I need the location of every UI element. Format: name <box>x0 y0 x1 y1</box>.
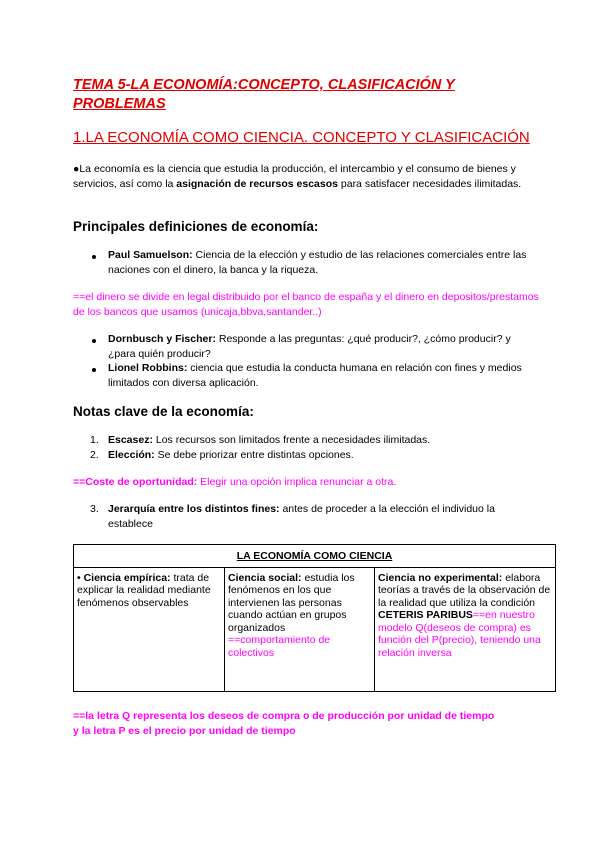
table-cell-empirica <box>74 567 225 691</box>
jerarquia-name: Jerarquía entre los distintos fines: <box>108 503 280 515</box>
coste-text: Elegir una opción implica renunciar a otra. <box>197 476 397 488</box>
bullet-dot <box>92 368 96 372</box>
coste-oportunidad-note <box>73 475 543 490</box>
social-name: Ciencia social: <box>228 571 302 584</box>
definition-samuelson <box>108 248 533 278</box>
table-row <box>74 567 556 691</box>
table-header: LA ECONOMÍA COMO CIENCIA <box>74 545 556 568</box>
economia-ciencia-table <box>73 544 556 692</box>
main-title <box>73 76 553 114</box>
definition-robbins <box>108 361 533 391</box>
empirica-name: • Ciencia empírica: <box>77 571 171 584</box>
notas-heading: Notas clave de la economía: <box>73 404 254 419</box>
eleccion-name: Elección: <box>108 449 155 461</box>
intro-bold: asignación de recursos escasos <box>176 178 338 190</box>
table-header-row <box>74 545 556 568</box>
escasez-name: Escasez: <box>108 434 153 446</box>
robbins-text: ciencia que estudia la conducta humana en relación con fines y medios limitados con diversa aplicación. <box>108 362 522 389</box>
eleccion-text: Se debe priorizar entre distintas opciones. <box>154 449 354 461</box>
item-number: 2. <box>90 449 99 461</box>
dornbusch-name: Dornbusch y Fischer: <box>108 333 216 345</box>
footnote <box>73 709 543 739</box>
no-experimental-note: ==en nuestro modelo Q(deseos de compra) es función del P(precio), teniendo una relación inversa <box>378 609 541 659</box>
bullet-dot <box>92 339 96 343</box>
footnote-line2: y la letra P es el precio por unidad de tiempo <box>73 725 296 737</box>
item-number: 3. <box>90 503 99 515</box>
escasez-text: Los recursos son limitados frente a necesidades ilimitadas. <box>152 434 431 446</box>
social-text: estudia los fenómenos en los que intervienen las personas cuando actúan en grupos organizados <box>228 571 355 634</box>
footnote-line1: ==la letra Q representa los deseos de compra o de producción por unidad de tiempo <box>73 710 495 722</box>
main-title-line1: TEMA 5-LA ECONOMÍA:CONCEPTO, CLASIFICACIÓN Y <box>73 77 455 93</box>
dinero-note: ==el dinero se divide en legal distribuido por el banco de españa y el dinero en depositos/prestamos de los bancos que usamos (unicaja,bbva,santander..) <box>73 291 539 318</box>
nota-eleccion <box>108 448 538 463</box>
social-note: ==comportamiento de colectivos <box>228 634 331 659</box>
samuelson-text: Ciencia de la elección y estudio de las relaciones comerciales entre las naciones con el dinero, la banca y la riqueza. <box>108 249 527 276</box>
bullet-dot <box>92 255 96 259</box>
ceteris-paribus: CETERIS PARIBUS <box>378 609 473 621</box>
nota-escasez <box>108 433 538 448</box>
coste-name: ==Coste de oportunidad: <box>73 476 198 488</box>
nota-jerarquia <box>108 502 528 532</box>
jerarquia-text: antes de proceder a la elección el individuo la establece <box>108 503 495 530</box>
intro-post: para satisfacer necesidades ilimitadas. <box>337 178 522 190</box>
samuelson-name: Paul Samuelson: <box>108 249 193 261</box>
robbins-name: Lionel Robbins: <box>108 362 188 374</box>
intro-pre: ●La economía es la ciencia que estudia la producción, el intercambio y el consumo de bienes y servicios, así como la <box>73 163 516 190</box>
table-cell-no-experimental <box>375 567 556 691</box>
section-title: 1.LA ECONOMÍA COMO CIENCIA. CONCEPTO Y CLASIFICACIÓN <box>73 129 530 146</box>
item-number: 1. <box>90 434 99 446</box>
definitions-heading: Principales definiciones de economía: <box>73 219 319 234</box>
no-experimental-name: Ciencia no experimental: <box>378 571 503 584</box>
definition-dornbusch <box>108 332 533 362</box>
no-experimental-text: elabora teorías a través de la observación de la realidad que utiliza la condición <box>378 571 551 609</box>
dornbusch-text: Responde a las preguntas: ¿qué producir?, ¿cómo producir? y ¿para quién producir? <box>108 333 511 360</box>
main-title-line2: PROBLEMAS <box>73 96 166 112</box>
empirica-text: trata de explicar la realidad mediante fenómenos observables <box>77 571 211 609</box>
table-cell-social <box>225 567 375 691</box>
intro-paragraph <box>73 162 543 192</box>
